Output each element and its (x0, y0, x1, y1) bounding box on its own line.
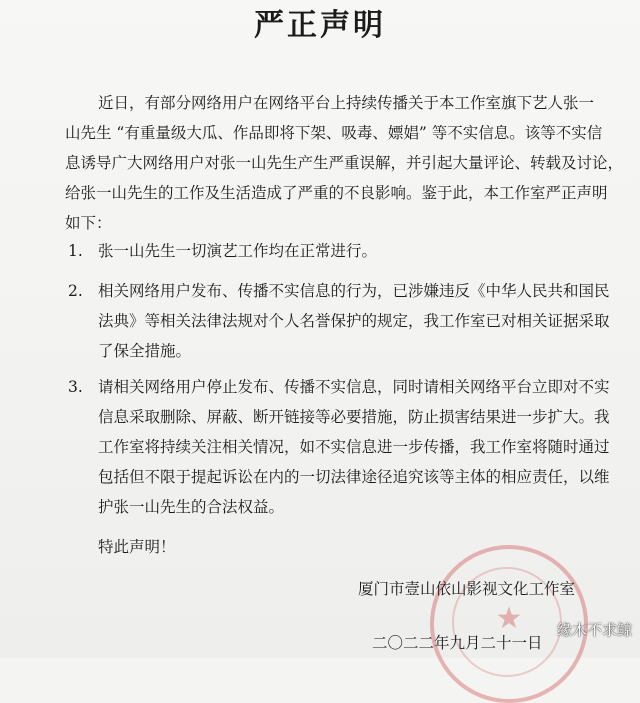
item-2-line-1: 相关网络用户发布、传播不实信息的行为，已涉嫌违反《中华人民共和国民 (98, 282, 610, 300)
item-3-text (98, 372, 610, 522)
seal-star-icon: ★ (495, 601, 523, 636)
intro-paragraph (65, 88, 624, 238)
item-2-line-2: 法典》等相关法律法规对个人名誉保护的规定，我工作室已对相关证据采取 (98, 312, 610, 330)
closing-statement: 特此声明！ (98, 538, 176, 556)
item-2-line-3: 了保全措施。 (98, 342, 192, 360)
item-1-line-1: 张一山先生一切演艺工作均在正常进行。 (98, 242, 378, 260)
intro-line-1: 近日，有部分网络用户在网络平台上持续传播关于本工作室旗下艺人张一 (98, 94, 595, 112)
organization-name: 厦门市壹山依山影视文化工作室 (358, 580, 576, 598)
intro-line-4: 给张一山先生的工作及生活造成了严重的不良影响。鉴于此，本工作室严正声明 (65, 184, 608, 202)
item-1-text (98, 236, 377, 266)
item-number-3: 3. (68, 378, 83, 396)
item-number-2: 2. (68, 282, 83, 300)
item-3-line-5: 护张一山先生的合法权益。 (98, 498, 285, 516)
statement-date: 二〇二二年九月二十一日 (372, 634, 543, 652)
intro-line-3: 息诱导广大网络用户对张一山先生产生严重误解，并引起大量评论、转载及讨论， (65, 154, 624, 172)
watermark-text: 缘木不求鲸 (556, 621, 632, 639)
item-number-1: 1. (68, 242, 83, 260)
item-2-text (98, 276, 610, 366)
page-title: 严正声明 (254, 8, 386, 43)
intro-line-5: 如下： (65, 214, 112, 232)
item-3-line-1: 请相关网络用户停止发布、传播不实信息，同时请相关网络平台立即对不实 (98, 378, 610, 396)
intro-line-2: 山先生 “有重量级大瓜、作品即将下架、吸毒、嫖娼” 等不实信息。该等不实信 (65, 124, 603, 142)
item-3-line-2: 信息采取删除、屏蔽、断开链接等必要措施，防止损害结果进一步扩大。我 (98, 408, 610, 426)
item-3-line-3: 工作室将持续关注相关情况，如不实信息进一步传播，我工作室将随时通过 (98, 438, 610, 456)
item-3-line-4: 包括但不限于提起诉讼在内的一切法律途径追究该等主体的相应责任，以维 (98, 468, 610, 486)
